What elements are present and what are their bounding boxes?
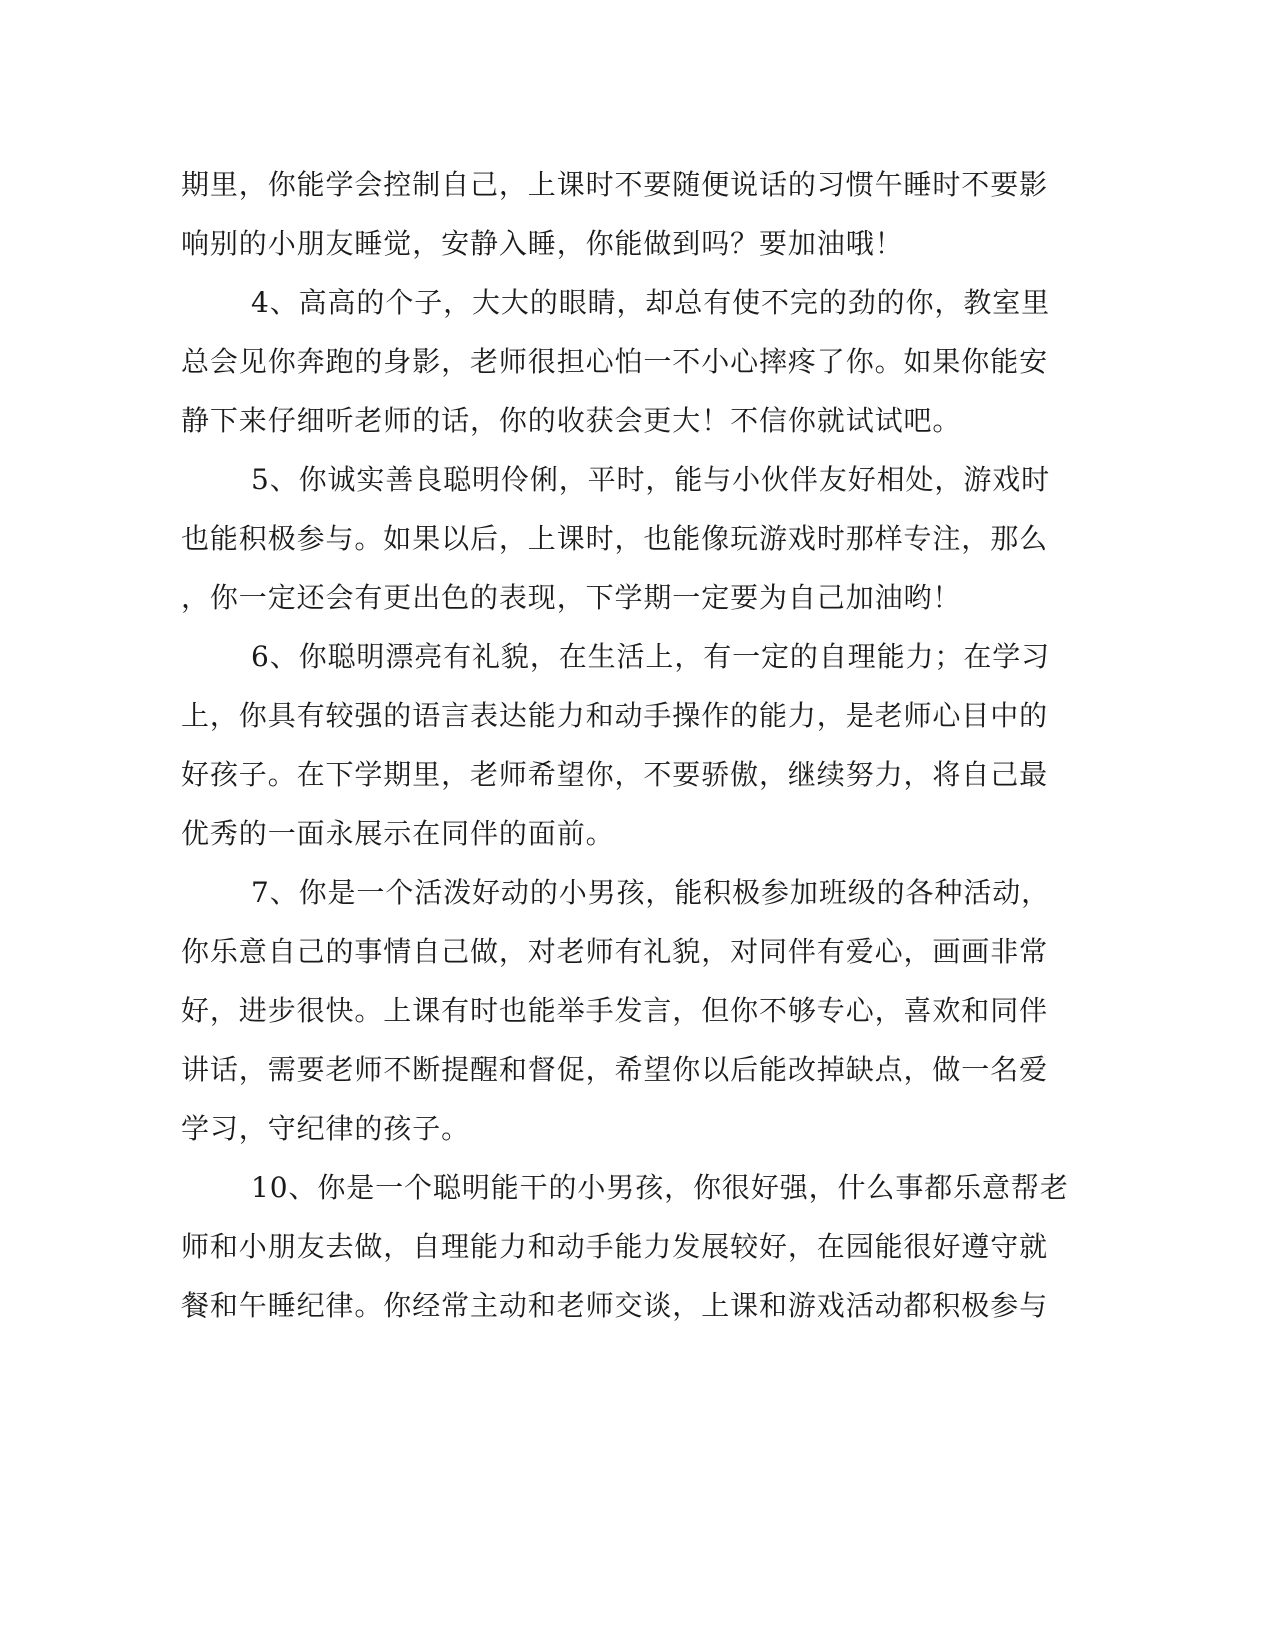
paragraph-10-start: 10、你是一个聪明能干的小男孩，你很好强，什么事都乐意帮老: [251, 1171, 1069, 1204]
text-line: 响别的小朋友睡觉，安静入睡，你能做到吗？要加油哦！: [181, 227, 904, 260]
text-line: 总会见你奔跑的身影，老师很担心怕一不小心摔疼了你。如果你能安: [181, 345, 1049, 378]
text-line: 期里，你能学会控制自己，上课时不要随便说话的习惯午睡时不要影: [181, 168, 1049, 201]
text-line: 静下来仔细听老师的话，你的收获会更大！不信你就试试吧。: [181, 404, 962, 437]
text-line: ，你一定还会有更出色的表现，下学期一定要为自己加油哟！: [181, 581, 962, 614]
body-text: [181, 155, 1069, 1335]
text-line: 餐和午睡纪律。你经常主动和老师交谈，上课和游戏活动都积极参与: [181, 1289, 1049, 1322]
text-line: 上，你具有较强的语言表达能力和动手操作的能力，是老师心目中的: [181, 699, 1049, 732]
text-line: 好，进步很快。上课有时也能举手发言，但你不够专心，喜欢和同伴: [181, 994, 1049, 1027]
text-line: 学习，守纪律的孩子。: [181, 1112, 471, 1145]
paragraph-6-start: 6、你聪明漂亮有礼貌，在生活上，有一定的自理能力；在学习: [251, 640, 1051, 673]
text-line: 讲话，需要老师不断提醒和督促，希望你以后能改掉缺点，做一名爱: [181, 1053, 1049, 1086]
text-line: 优秀的一面永展示在同伴的面前。: [181, 817, 615, 850]
text-line: 你乐意自己的事情自己做，对老师有礼貌，对同伴有爱心，画画非常: [181, 935, 1049, 968]
paragraph-7-start: 7、你是一个活泼好动的小男孩，能积极参加班级的各种活动，: [251, 876, 1051, 909]
paragraph-4-start: 4、高高的个子，大大的眼睛，却总有使不完的劲的你，教室里: [251, 286, 1051, 319]
text-line: 也能积极参与。如果以后，上课时，也能像玩游戏时那样专注，那么: [181, 522, 1049, 555]
text-line: 好孩子。在下学期里，老师希望你，不要骄傲，继续努力，将自己最: [181, 758, 1049, 791]
text-line: 师和小朋友去做，自理能力和动手能力发展较好，在园能很好遵守就: [181, 1230, 1049, 1263]
paragraph-5-start: 5、你诚实善良聪明伶俐，平时，能与小伙伴友好相处，游戏时: [251, 463, 1051, 496]
